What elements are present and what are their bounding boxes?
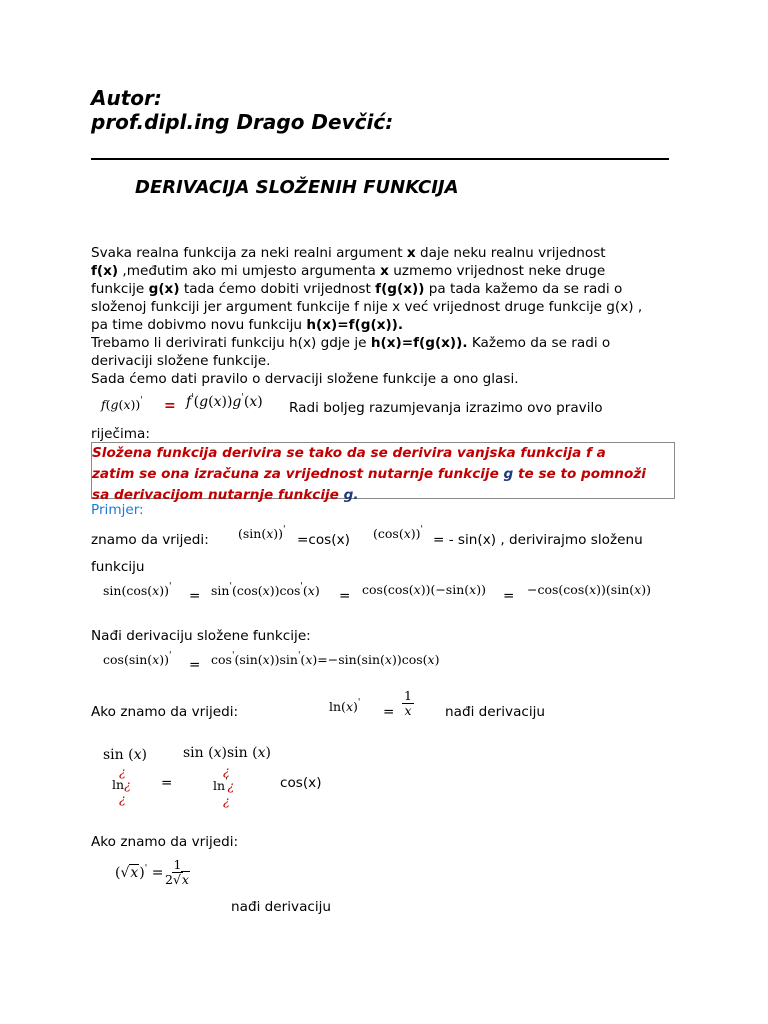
ln-fraction: $\frac{1}{x}$ (404, 688, 412, 718)
rule-explanation-cont: riječima: (91, 426, 150, 442)
frac2-numerator: sin (x)sin (x) (183, 745, 271, 761)
cos-derivative-result: = - sin(x) , derivirajmo složenu (433, 532, 643, 548)
intro-paragraph (91, 244, 642, 388)
intro-l3-a: funkcije (91, 281, 149, 297)
sqrt-derivative: (√x)' = (115, 864, 164, 881)
divider (91, 158, 669, 160)
page-title: DERIVACIJA SLOŽENIH FUNKCIJA (135, 177, 459, 198)
intro-l5-hx: h(x)=f(g(x)). (306, 317, 404, 333)
sqrt-fraction: $\frac{1}{2√x}$ (165, 857, 189, 887)
ln-find-label: nađi derivaciju (445, 704, 546, 720)
intro-l3-fgx: f(g(x)) (375, 281, 425, 297)
example2-eq: = (189, 657, 201, 673)
author-label: Autor: (91, 86, 162, 110)
example1-lhs: sin(cos(x))' (103, 582, 172, 598)
example-label: Primjer: (91, 502, 144, 518)
frac1-ln: ln¿ (112, 777, 131, 792)
intro-l2-x: x (380, 263, 389, 279)
example2-rhs: cos'(sin(x))sin'(x)=−sin(sin(x))cos(x) (211, 651, 440, 667)
ln-derivative: ln(x)' (329, 698, 361, 714)
funkciju-label: funkciju (91, 559, 145, 575)
known-label: znamo da vrijedi: (91, 532, 209, 548)
example1-eq1: = (189, 588, 201, 604)
frac1-glyph2: ¿ (119, 791, 126, 806)
find-label: Nađi derivaciju složene funkcije: (91, 628, 311, 644)
intro-l8: Sada ćemo dati pravilo o dervaciji složene funkcije a ono glasi. (91, 371, 519, 387)
rule-explanation: Radi boljeg razumjevanja izrazimo ovo pravilo (289, 400, 603, 416)
example2-lhs: cos(sin(x))' (103, 651, 172, 667)
example1-eq3: = (503, 588, 515, 604)
intro-l5-a: pa time dobivmo novu funkciju (91, 317, 307, 333)
cos-derivative: (cos(x))' (373, 525, 424, 541)
intro-l1-x: x (406, 245, 416, 261)
intro-l3-e: pa tada kažemo da se radi o (424, 281, 623, 297)
intro-l2-end: uzmemo vrijednost neke druge (388, 263, 606, 279)
example1-step1: sin'(cos(x))cos'(x) (211, 582, 320, 598)
ln-known-label: Ako znamo da vrijedi: (91, 704, 239, 720)
example1-eq2: = (339, 588, 351, 604)
frac1-numerator: sin (x) (103, 747, 147, 763)
intro-l6-c: Kažemo da se radi o (467, 335, 611, 351)
sqrt-known-label: Ako znamo da vrijedi: (91, 834, 239, 850)
sqrt-find-label: nađi derivaciju (231, 899, 332, 915)
rule-text: Složena funkcija derivira se tako da se derivira vanjska funkcija f a zatim se ona izračuna za vrijednost nutarnje funkcije g te se to pomnoži sa derivacijom nutarnje funkcije g. (92, 445, 646, 503)
example1-step2: cos(cos(x))(−sin(x)) (362, 582, 486, 597)
intro-l4: složenoj funkciji jer argument funkcije f nije x već vrijednost druge funkcije g(x) , (91, 299, 643, 315)
intro-l1: Svaka realna funkcija za neki realni argument (91, 245, 407, 261)
intro-l2-text: ,međutim ako mi umjesto argumenta (118, 263, 381, 279)
example1-result: −cos(cos(x))(sin(x)) (527, 582, 651, 597)
chain-rule-rhs: f'(g(x))g'(x) (186, 393, 263, 410)
frac-result: cos(x) (280, 775, 322, 791)
intro-l1-end: daje neku realnu vrijednost (415, 245, 606, 261)
sin-derivative-result: =cos(x) (297, 532, 350, 548)
frac2-glyph1: ¿ (223, 763, 230, 778)
author-name: prof.dipl.ing Drago Devčić: (91, 110, 394, 134)
intro-l6-a: Trebamo li derivirati funkciju h(x) gdje je (91, 335, 371, 351)
frac1-glyph1: ¿ (119, 764, 126, 779)
intro-l6-hx: h(x)=f(g(x)). (370, 335, 468, 351)
frac2-ln: ln'¿ (213, 777, 235, 793)
intro-l2-fx: f(x) (91, 263, 119, 279)
intro-l3-c: tada ćemo dobiti vrijednost (179, 281, 376, 297)
frac2-glyph2: ¿ (223, 793, 230, 808)
rule-equals: = (164, 398, 176, 414)
sin-derivative: (sin(x))' (238, 525, 286, 541)
chain-rule-formula: f(g(x))' (101, 396, 143, 412)
ln-eq: = (383, 704, 395, 720)
frac-eq: = (161, 775, 173, 791)
intro-l3-gx: g(x) (148, 281, 180, 297)
intro-l7: derivaciji složene funkcije. (91, 353, 271, 369)
